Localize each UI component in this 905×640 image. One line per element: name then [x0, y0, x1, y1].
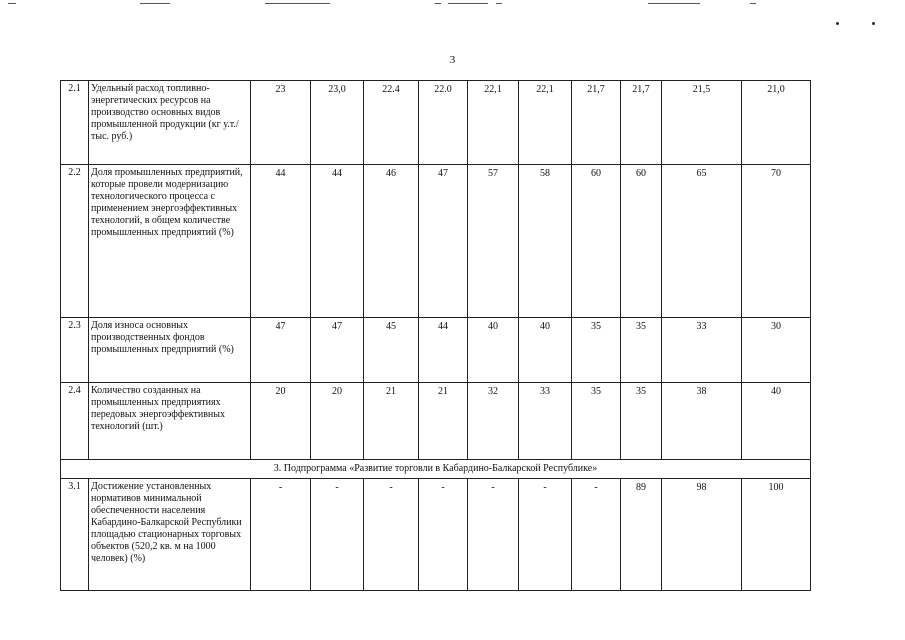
value-cell: 70 [742, 165, 811, 318]
section-title: 3. Подпрограмма «Развитие торговли в Кабардино-Балкарской Республике» [61, 460, 811, 479]
value-cell: 98 [662, 479, 742, 591]
value-cell: - [519, 479, 572, 591]
value-cell: 47 [251, 318, 311, 383]
indicator-name: Достижение установленных нормативов минимальной обеспеченности населения Кабардино-Балкарской Республики площадью стационарных торговых объектов (520,2 кв. м на 1000 человек) (%) [89, 479, 251, 591]
section-header-row [61, 460, 811, 479]
value-cell: 33 [662, 318, 742, 383]
value-cell: 32 [468, 383, 519, 460]
row-number: 2.3 [61, 318, 89, 383]
value-cell: 21,0 [742, 81, 811, 165]
value-cell: 47 [311, 318, 364, 383]
value-cell: 33 [519, 383, 572, 460]
value-cell: 38 [662, 383, 742, 460]
value-cell: 22,1 [519, 81, 572, 165]
value-cell: 21,5 [662, 81, 742, 165]
table-row [61, 165, 811, 318]
value-cell: - [572, 479, 621, 591]
scan-dot [872, 22, 875, 25]
table-row [61, 81, 811, 165]
table-row [61, 318, 811, 383]
value-cell: 23,0 [311, 81, 364, 165]
value-cell: - [251, 479, 311, 591]
value-cell: - [419, 479, 468, 591]
indicator-name: Доля износа основных производственных фондов промышленных предприятий (%) [89, 318, 251, 383]
value-cell: 40 [742, 383, 811, 460]
value-cell: 21 [419, 383, 468, 460]
value-cell: 89 [621, 479, 662, 591]
value-cell: 45 [364, 318, 419, 383]
value-cell: 40 [519, 318, 572, 383]
value-cell: 60 [572, 165, 621, 318]
value-cell: 21,7 [572, 81, 621, 165]
row-number: 2.4 [61, 383, 89, 460]
value-cell: 35 [621, 383, 662, 460]
value-cell: - [468, 479, 519, 591]
value-cell: 22,1 [468, 81, 519, 165]
indicators-table [60, 80, 811, 591]
scan-artifacts [0, 0, 905, 12]
value-cell: 44 [419, 318, 468, 383]
indicator-name: Количество созданных на промышленных предприятиях передовых энергоэффективных технологий (шт.) [89, 383, 251, 460]
value-cell: 100 [742, 479, 811, 591]
row-number: 2.1 [61, 81, 89, 165]
value-cell: 44 [311, 165, 364, 318]
value-cell: 23 [251, 81, 311, 165]
value-cell: 20 [251, 383, 311, 460]
table-body [61, 81, 811, 591]
row-number: 3.1 [61, 479, 89, 591]
value-cell: - [364, 479, 419, 591]
scan-dot [836, 22, 839, 25]
value-cell: 40 [468, 318, 519, 383]
value-cell: 20 [311, 383, 364, 460]
value-cell: 65 [662, 165, 742, 318]
value-cell: 22.0 [419, 81, 468, 165]
value-cell: 57 [468, 165, 519, 318]
value-cell: 30 [742, 318, 811, 383]
value-cell: - [311, 479, 364, 591]
value-cell: 21,7 [621, 81, 662, 165]
value-cell: 47 [419, 165, 468, 318]
value-cell: 44 [251, 165, 311, 318]
value-cell: 22.4 [364, 81, 419, 165]
value-cell: 35 [621, 318, 662, 383]
value-cell: 58 [519, 165, 572, 318]
table-row [61, 383, 811, 460]
row-number: 2.2 [61, 165, 89, 318]
value-cell: 35 [572, 318, 621, 383]
value-cell: 60 [621, 165, 662, 318]
value-cell: 35 [572, 383, 621, 460]
indicator-name: Доля промышленных предприятий, которые провели модернизацию технологического процесса с применением энергоэффективных технологий, в общем количестве промышленных предприятий (%) [89, 165, 251, 318]
value-cell: 21 [364, 383, 419, 460]
indicator-name: Удельный расход топливно-энергетических ресурсов на производство основных видов промышленной продукции (кг у.т./тыс. руб.) [89, 81, 251, 165]
value-cell: 46 [364, 165, 419, 318]
page-number: 3 [449, 54, 456, 66]
table-row [61, 479, 811, 591]
